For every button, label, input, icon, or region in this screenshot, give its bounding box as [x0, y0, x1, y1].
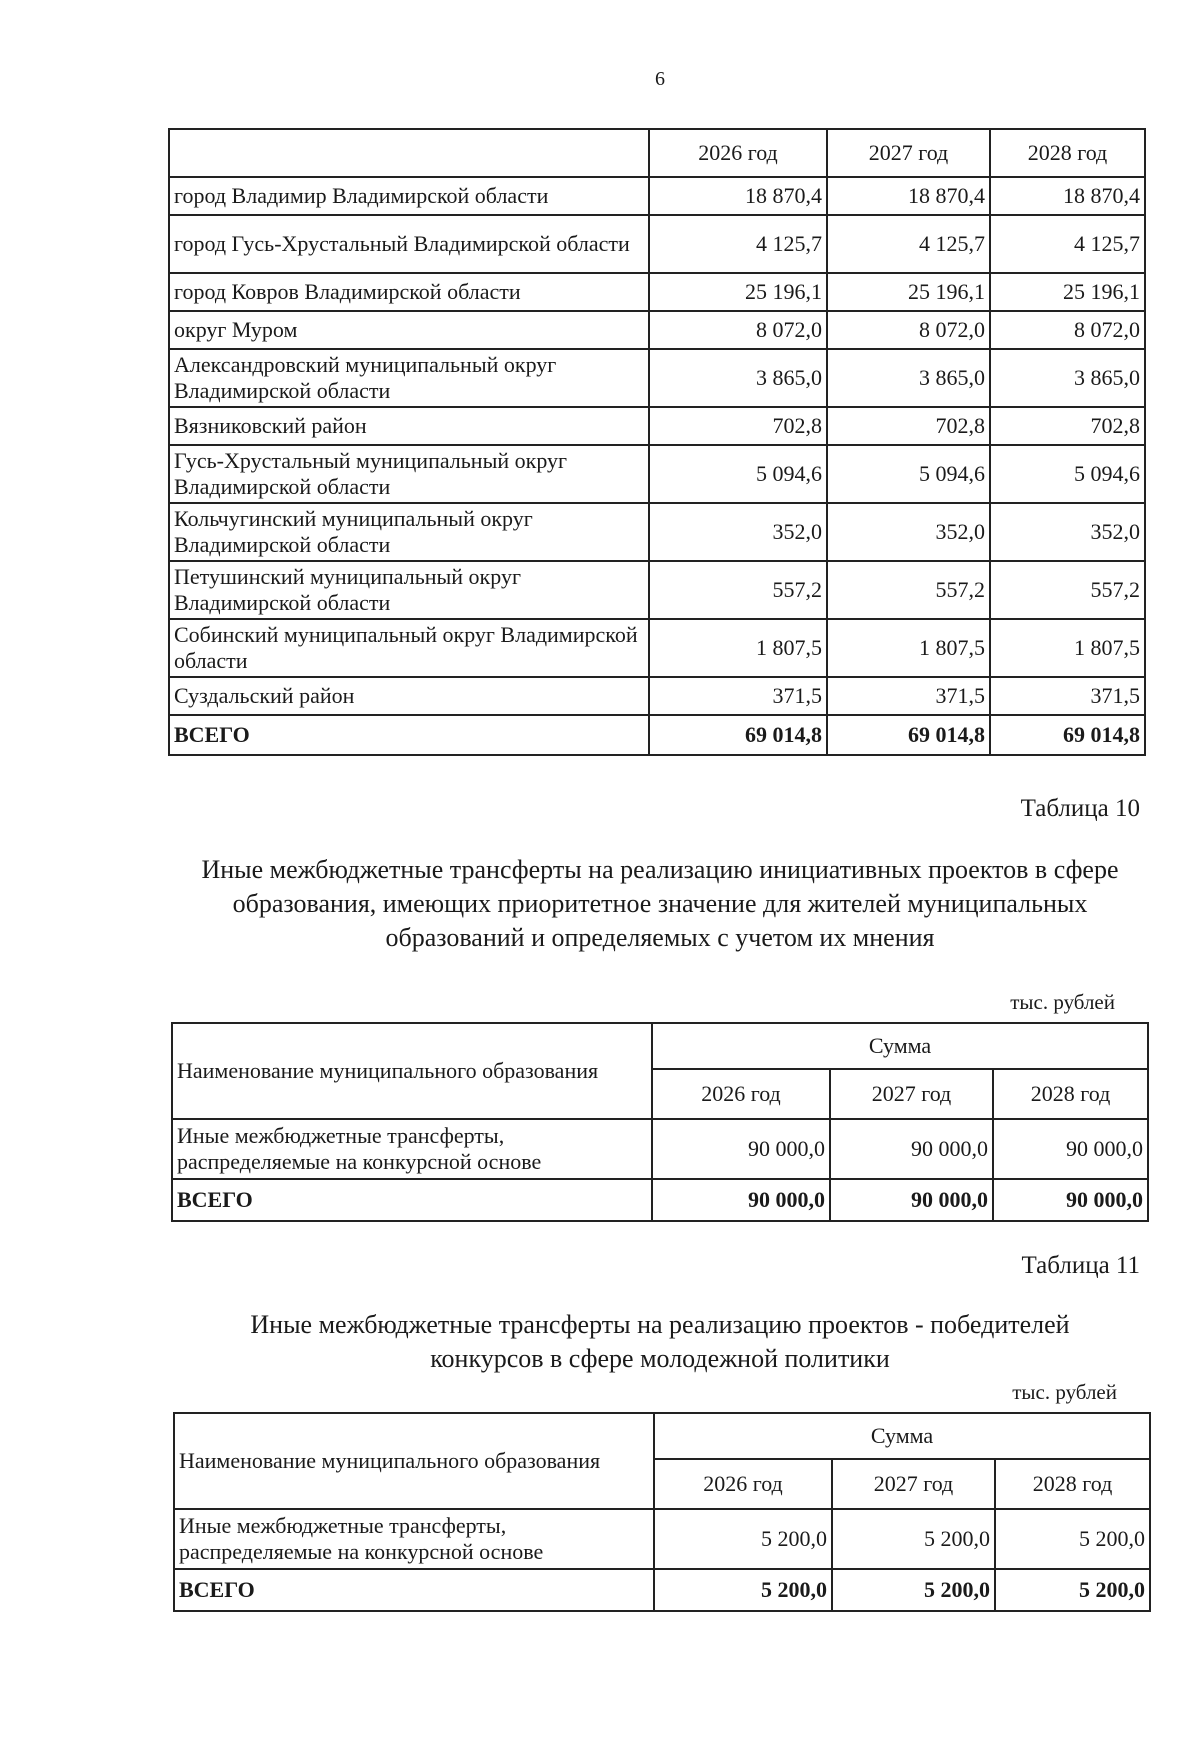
table11-year-2026: 2026 год — [654, 1459, 832, 1509]
row-name: Иные межбюджетные трансферты, распределяемые на конкурсной основе — [172, 1119, 652, 1179]
row-value: 3 865,0 — [990, 349, 1145, 407]
row-value: 557,2 — [649, 561, 827, 619]
table11-label: Таблица 11 — [1021, 1252, 1140, 1279]
table-row — [169, 273, 1145, 311]
table-row — [169, 349, 1145, 407]
table10-sum-header: Сумма — [652, 1023, 1148, 1069]
row-name: Суздальский район — [169, 677, 649, 715]
total-value: 5 200,0 — [654, 1569, 832, 1611]
row-value: 1 807,5 — [649, 619, 827, 677]
column-header-name — [169, 129, 649, 177]
row-value: 5 200,0 — [654, 1509, 832, 1569]
row-value: 4 125,7 — [827, 215, 990, 273]
table10-year-2028: 2028 год — [993, 1069, 1148, 1119]
row-name: округ Муром — [169, 311, 649, 349]
table-row — [169, 445, 1145, 503]
table-row — [169, 503, 1145, 561]
table10-name-header: Наименование муниципального образования — [172, 1023, 652, 1119]
row-name: Собинский муниципальный округ Владимирской области — [169, 619, 649, 677]
table11-year-2027: 2027 год — [832, 1459, 995, 1509]
total-value: 5 200,0 — [995, 1569, 1150, 1611]
row-value: 4 125,7 — [649, 215, 827, 273]
row-value: 8 072,0 — [649, 311, 827, 349]
table-row — [172, 1119, 1148, 1179]
row-value: 3 865,0 — [649, 349, 827, 407]
table10 — [171, 1022, 1149, 1222]
column-header-2027: 2027 год — [827, 129, 990, 177]
row-value: 371,5 — [990, 677, 1145, 715]
row-value: 8 072,0 — [990, 311, 1145, 349]
row-value: 18 870,4 — [827, 177, 990, 215]
row-value: 5 200,0 — [832, 1509, 995, 1569]
total-value: 69 014,8 — [649, 715, 827, 755]
table-row — [169, 677, 1145, 715]
table-row — [169, 561, 1145, 619]
row-value: 90 000,0 — [993, 1119, 1148, 1179]
table10-label: Таблица 10 — [1020, 795, 1140, 822]
total-value: 90 000,0 — [993, 1179, 1148, 1221]
table10-unit: тыс. рублей — [1010, 990, 1115, 1014]
row-name: Вязниковский район — [169, 407, 649, 445]
table11-unit: тыс. рублей — [1012, 1380, 1117, 1404]
total-row — [172, 1179, 1148, 1221]
row-value: 25 196,1 — [990, 273, 1145, 311]
table-row — [169, 215, 1145, 273]
row-value: 352,0 — [827, 503, 990, 561]
table-row — [169, 177, 1145, 215]
table-row — [174, 1509, 1150, 1569]
row-value: 90 000,0 — [652, 1119, 830, 1179]
table11-sum-header: Сумма — [654, 1413, 1150, 1459]
row-value: 557,2 — [990, 561, 1145, 619]
row-value: 8 072,0 — [827, 311, 990, 349]
table-row — [169, 619, 1145, 677]
column-header-2028: 2028 год — [990, 129, 1145, 177]
row-value: 18 870,4 — [990, 177, 1145, 215]
table11 — [173, 1412, 1151, 1612]
row-value: 702,8 — [990, 407, 1145, 445]
total-value: 90 000,0 — [652, 1179, 830, 1221]
row-name: Иные межбюджетные трансферты, распределяемые на конкурсной основе — [174, 1509, 654, 1569]
municipal-transfers-table — [168, 128, 1146, 756]
row-name: Кольчугинский муниципальный округ Владимирской области — [169, 503, 649, 561]
table10-year-2026: 2026 год — [652, 1069, 830, 1119]
row-name: Александровский муниципальный округ Владимирской области — [169, 349, 649, 407]
total-label: ВСЕГО — [174, 1569, 654, 1611]
table11-name-header: Наименование муниципального образования — [174, 1413, 654, 1509]
table10-title: Иные межбюджетные трансферты на реализацию инициативных проектов в сфере образования, имеющих приоритетное значение для жителей муниципальных образований и определяемых с учетом их мнения — [201, 855, 1119, 952]
row-value: 5 200,0 — [995, 1509, 1150, 1569]
total-value: 90 000,0 — [830, 1179, 993, 1221]
row-name: Гусь-Хрустальный муниципальный округ Владимирской области — [169, 445, 649, 503]
table-row — [169, 407, 1145, 445]
total-row — [169, 715, 1145, 755]
row-value: 18 870,4 — [649, 177, 827, 215]
table11-year-2028: 2028 год — [995, 1459, 1150, 1509]
row-name: город Владимир Владимирской области — [169, 177, 649, 215]
total-value: 69 014,8 — [990, 715, 1145, 755]
table11-title: Иные межбюджетные трансферты на реализацию проектов - победителей конкурсов в сфере молодежной политики — [250, 1310, 1070, 1373]
row-value: 352,0 — [649, 503, 827, 561]
row-value: 371,5 — [649, 677, 827, 715]
row-value: 702,8 — [827, 407, 990, 445]
row-value: 25 196,1 — [827, 273, 990, 311]
row-name: город Ковров Владимирской области — [169, 273, 649, 311]
row-value: 1 807,5 — [827, 619, 990, 677]
total-label: ВСЕГО — [169, 715, 649, 755]
row-value: 4 125,7 — [990, 215, 1145, 273]
total-value: 69 014,8 — [827, 715, 990, 755]
total-value: 5 200,0 — [832, 1569, 995, 1611]
row-value: 90 000,0 — [830, 1119, 993, 1179]
row-value: 1 807,5 — [990, 619, 1145, 677]
row-value: 5 094,6 — [827, 445, 990, 503]
total-row — [174, 1569, 1150, 1611]
row-value: 702,8 — [649, 407, 827, 445]
table-row — [169, 311, 1145, 349]
row-value: 5 094,6 — [649, 445, 827, 503]
row-value: 557,2 — [827, 561, 990, 619]
row-name: город Гусь-Хрустальный Владимирской области — [169, 215, 649, 273]
row-value: 3 865,0 — [827, 349, 990, 407]
table10-year-2027: 2027 год — [830, 1069, 993, 1119]
row-value: 352,0 — [990, 503, 1145, 561]
row-value: 371,5 — [827, 677, 990, 715]
total-label: ВСЕГО — [172, 1179, 652, 1221]
row-value: 5 094,6 — [990, 445, 1145, 503]
column-header-2026: 2026 год — [649, 129, 827, 177]
page-number: 6 — [655, 68, 665, 90]
row-value: 25 196,1 — [649, 273, 827, 311]
row-name: Петушинский муниципальный округ Владимирской области — [169, 561, 649, 619]
table-header-row — [169, 129, 1145, 177]
